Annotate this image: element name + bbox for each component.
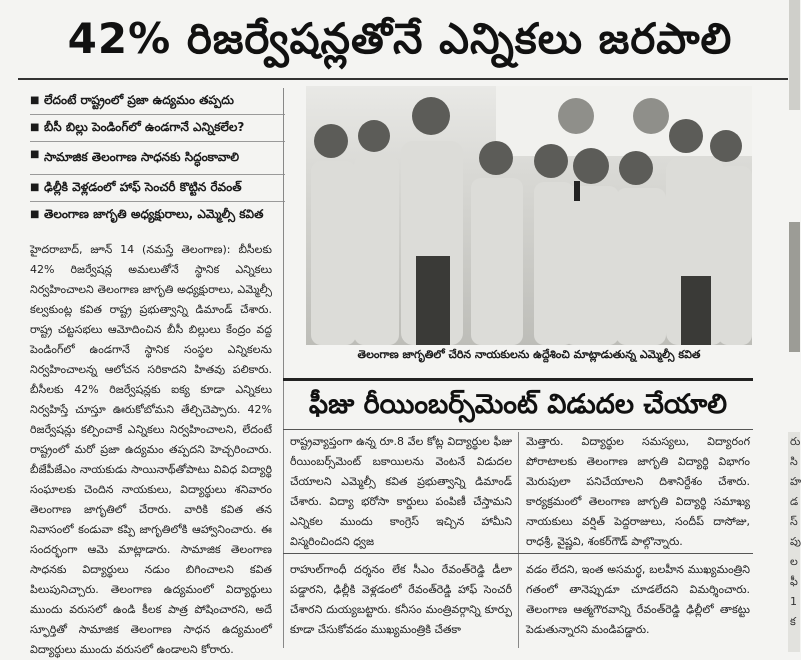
bullet-list bbox=[30, 88, 285, 228]
article-body-bottom-col-1: రాహుల్‌గాంధీ దర్శనం లేక సీఎం రేవంత్‌రెడ్డి డీలా పడ్డారని, ఢిల్లీకి వెళ్లడంలో రేవంత్‌రెడ్డి హాఫ్ సెంచరీ చేశారని దుయ్యబట్టారు. కనీసం మంత్రివర్గాన్ని కూర్పు కూడా చేసుకోవడం ముఖ్యమంత్రికి చేతకా bbox=[290, 563, 512, 636]
square-bullet-icon: ■ bbox=[30, 122, 40, 133]
headline-rule bbox=[18, 78, 788, 80]
subheadline: ఫీజు రీయింబర్స్‌మెంట్ విడుదల చేయాలి bbox=[283, 378, 753, 430]
bullet-item: ■ ఢిల్లీకి వెళ్లడంలో హాఫ్ సెంచరీ కొట్టిన రేవంత్ bbox=[30, 175, 285, 202]
square-bullet-icon: ■ bbox=[30, 149, 40, 160]
column-divider bbox=[283, 88, 284, 648]
article-body-left: హైదరాబాద్, జూన్ 14 (నమస్తే తెలంగాణ): బీసీలకు 42% రిజర్వేషన్ల అమలుతోనే స్థానిక ఎన్నికలు నిర్వహించాలని తెలంగాణ జాగృతి అధ్యక్షురాలు, ఎమ్మెల్సీ కల్వకుంట్ల కవిత రాష్ట్ర ప్రభుత్వాన్ని డిమాండ్ చేశారు. రాష్ట్ర చట్టసభలు ఆమోదించిన బీసీ బిల్లులు కేంద్రం వద్ద పెండింగ్‌లో ఉండగానే స్థానిక సంస్థల ఎన్నికలను నిర్వహించాలన్న ఆలోచన సరికాదని హితవు పలికారు. బీసీలకు 42% రిజర్వేషన్లకు ఐక్య కూడా ఎన్నికలు నిర్వహిస్తే చూస్తూ ఊరుకోబోమని తేల్చిచెప్పారు. 42% రిజర్వేషన్లు కల్పించాకే ఎన్నికలు నిర్వహించాలని, లేదంటే రాష్ట్రంలో మరో ప్రజా ఉద్యమం తప్పదని హెచ్చరించారు. బీజేపీజేఎం నాయకుడు సాయినాథ్‌తోపాటు వివిధ విద్యార్థి సంఘాలకు చెందిన నాయకులు, విద్యార్థులు శనివారం తెలంగాణ జాగృతిలో చేరారు. వారికి కవిత తన నివాసంలో కండువా కప్పి జాగృతిలోకి ఆహ్వానించారు. ఈ సందర్భంగా ఆమె మాట్లాడారు. సామాజిక తెలంగాణ సాధనకు విద్యార్థులు నడుం బిగించాలని కవిత పిలుపునిచ్చారు. తెలంగాణ ఉద్యమంలో విద్యార్థులు ముందు వరుసలో ఉండి కీలక పాత్ర పోషించారని, అదే స్ఫూర్తితో సామాజిక తెలంగాణ సాధన ఉద్యమంలో విద్యార్థులు ముందు వరుసలో ఉండాలని కోరారు. bbox=[30, 243, 272, 656]
photo-caption: తెలంగాణ జాగృతిలో చేరిన నాయకులను ఉద్దేశించి మాట్లాడుతున్న ఎమ్మెల్సీ కవిత bbox=[357, 348, 701, 361]
section-rule bbox=[283, 553, 753, 554]
bullet-item: ■ బీసీ బిల్లు పెండింగ్‌లో ఉండగానే ఎన్నికలేల? bbox=[30, 115, 285, 142]
article-body-bottom-col-2: వడం లేదని, ఇంత అసమర్థ, బలహీన ముఖ్యమంత్రిని గతంలో తానెప్పుడూ చూడలేదని విమర్శించారు. తెలంగాణ ఆత్మగౌరవాన్ని రేవంత్‌రెడ్డి ఢిల్లీలో తాకట్టు పెడుతున్నారని మండిపడ్డారు. bbox=[526, 563, 750, 636]
article-body-sub-col-2: మెత్తారు. విద్యార్థుల సమస్యలు, విద్యారంగ పోరాటాలకు తెలంగాణ జాగృతి విద్యార్థి విభాగం మెరుపులా పనిచేయాలని దిశానిర్దేశం చేశారు. కార్యక్రమంలో తెలంగాణ జాగృతి విద్యార్థి సమాఖ్య నాయకులు వర్షిత్ పెద్దరాజులు, సందీప్ దాసోజు, రాధశ్రీ, వైష్ణవి, శంకర్‌గౌడ్ పాల్గొన్నారు. bbox=[526, 435, 750, 548]
headline: 42% రిజర్వేషన్లతోనే ఎన్నికలు జరపాలి bbox=[67, 14, 733, 63]
square-bullet-icon: ■ bbox=[30, 182, 40, 193]
group-photo-illustration bbox=[306, 86, 752, 345]
square-bullet-icon: ■ bbox=[30, 95, 40, 106]
article-body-sub-col-1: రాష్ట్రవ్యాప్తంగా ఉన్న రూ.8 వేల కోట్ల విద్యార్థుల ఫీజు రీయింబర్స్‌మెంట్ బకాయిలను వెంటనే విడుదల చేయాలని ఎమ్మెల్సీ కవిత ప్రభుత్వాన్ని డిమాండ్ చేశారు. విద్యా భరోసా కార్డులు పంపిణీ చేస్తామని ఎన్నికల ముందు కాంగ్రెస్ ఇచ్చిన హామీని విస్మరించిందని ధ్వజ bbox=[290, 435, 512, 548]
adjacent-article-fragment: రు సి హ డ స్ పు ల ఫీ 1 క bbox=[788, 432, 800, 652]
column-divider bbox=[518, 432, 519, 648]
news-photo bbox=[306, 86, 752, 345]
adjacent-page-fragment bbox=[789, 0, 800, 110]
bullet-item: ■ తెలంగాణ జాగృతి అధ్యక్షురాలు, ఎమ్మెల్సీ కవిత bbox=[30, 207, 264, 221]
bullet-item: ■ సామాజిక తెలంగాణ సాధనకు సిద్ధంకావాలి bbox=[30, 142, 285, 175]
adjacent-photo-fragment bbox=[789, 222, 800, 352]
bullet-item: ■ లేదంటే రాష్ట్రంలో ప్రజా ఉద్యమం తప్పదు bbox=[30, 88, 285, 115]
square-bullet-icon: ■ bbox=[30, 209, 40, 220]
